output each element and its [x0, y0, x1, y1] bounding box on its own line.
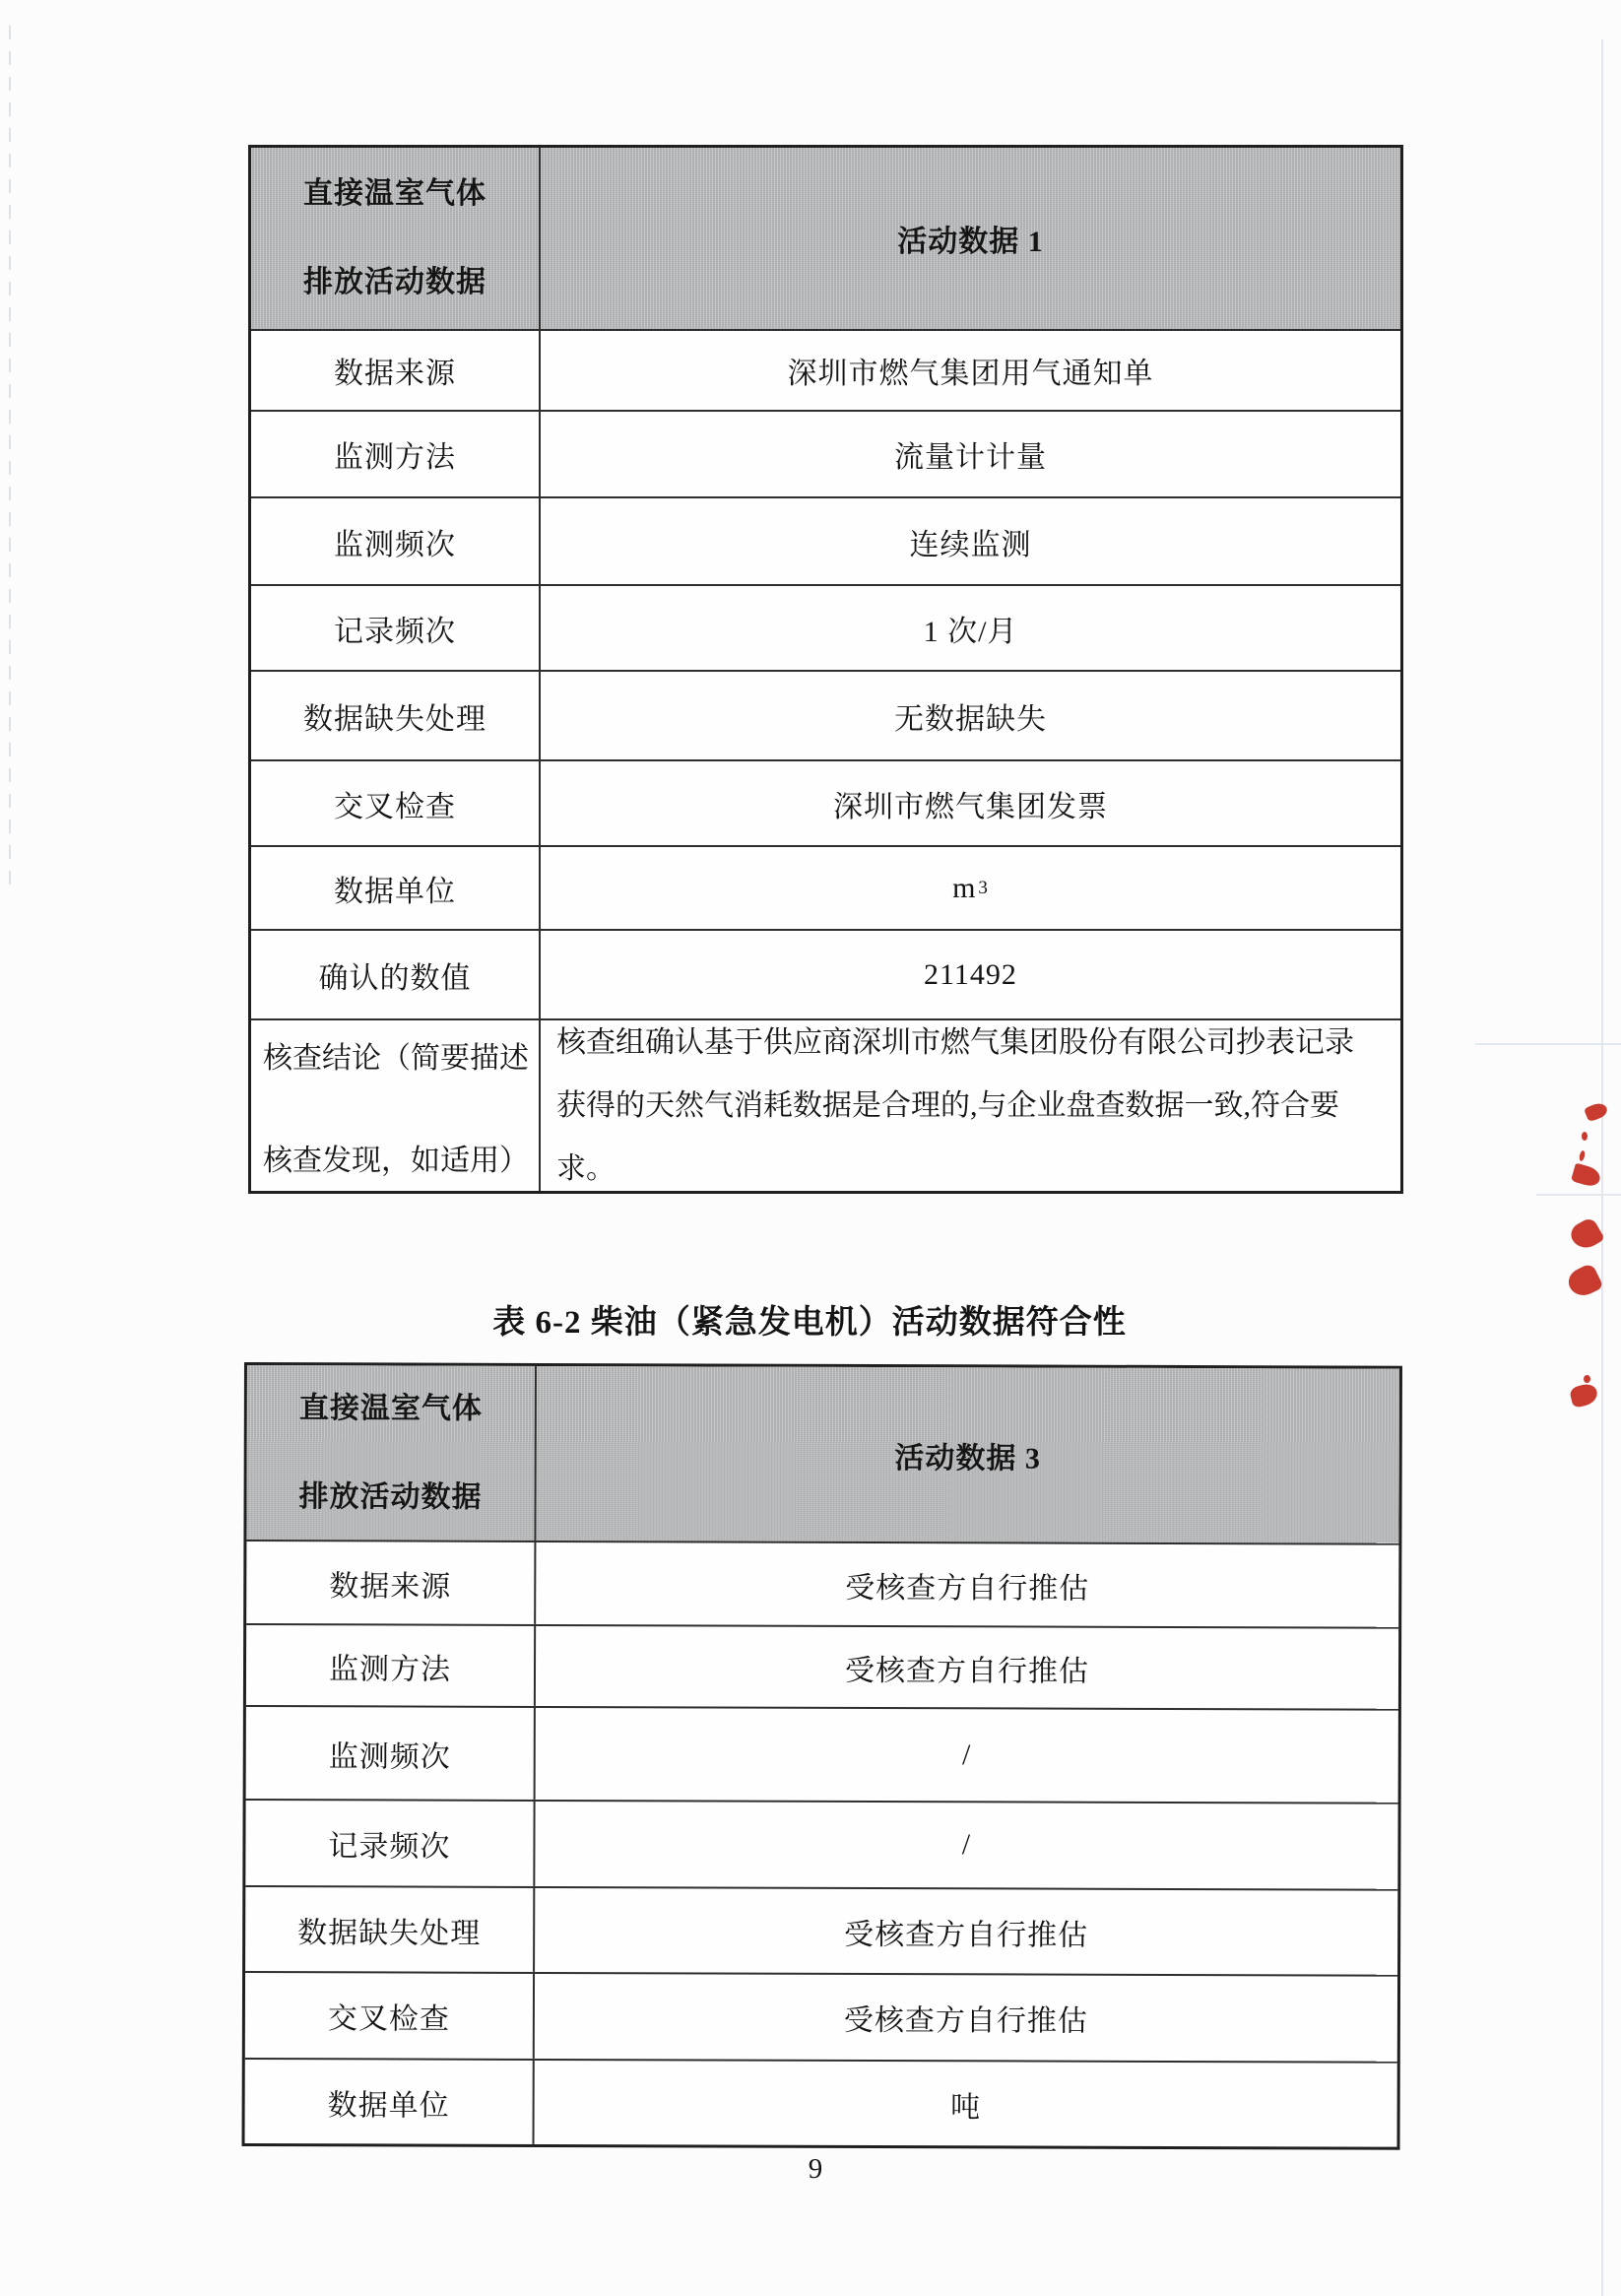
table-row	[251, 670, 1400, 759]
table-row	[245, 1885, 1397, 1975]
header-label-line2: 排放活动数据	[298, 1479, 483, 1514]
table-6-2-title: 表 6-2 柴油（紧急发电机）活动数据符合性	[492, 1305, 1127, 1341]
header-label-cell	[246, 1365, 537, 1541]
table-row	[251, 759, 1400, 845]
row-value-cell: m 3	[952, 871, 989, 904]
conclusion-label-line1: 核查结论（简要描述	[263, 1041, 529, 1075]
row-value-cell: 连续监测	[909, 528, 1032, 561]
table-row	[251, 496, 1400, 584]
row-label-cell: 记录频次	[251, 586, 541, 670]
red-stamp-fragment	[1584, 1375, 1590, 1383]
red-stamp-fragment	[1569, 1382, 1599, 1409]
table-row	[245, 2058, 1397, 2147]
row-label-cell: 交叉检查	[245, 1973, 535, 2059]
conclusion-value-cell: 核查组确认基于供应商深圳市燃气集团股份有限公司抄表记录获得的天然气消耗数据是合理的,与企业盘查数据一致,符合要求。	[556, 1025, 1354, 1185]
row-value-cell: 受核查方自行推估	[844, 1654, 1090, 1688]
row-label-cell: 监测方法	[251, 412, 541, 496]
table-header-row	[246, 1365, 1399, 1543]
row-label-cell: 数据单位	[251, 847, 541, 929]
table-row-conclusion	[251, 1018, 1400, 1191]
row-label-cell: 数据来源	[251, 331, 541, 410]
scan-fold-line	[1475, 1043, 1621, 1045]
table-row	[251, 929, 1400, 1018]
red-stamp-fragment	[1567, 1216, 1605, 1254]
table-row	[251, 329, 1400, 410]
row-value-cell: 流量计计量	[894, 441, 1047, 474]
row-label-cell: 确认的数值	[251, 931, 541, 1018]
activity-data-table-1	[248, 145, 1403, 1194]
row-label-cell: 记录频次	[245, 1801, 535, 1886]
row-value-cell: /	[961, 1828, 972, 1862]
row-value-cell: 受核查方自行推估	[843, 2003, 1088, 2038]
table-row	[246, 1705, 1398, 1803]
row-label-cell: 数据单位	[245, 2060, 535, 2144]
red-stamp-fragment	[1564, 1263, 1603, 1301]
table-row	[245, 1799, 1397, 1889]
header-label-line1: 直接温室气体	[303, 177, 486, 210]
table-row	[251, 845, 1400, 929]
row-value-cell: 211492	[924, 957, 1017, 991]
row-value-cell: 深圳市燃气集团发票	[833, 790, 1108, 823]
row-value-cell: 受核查方自行推估	[845, 1571, 1090, 1606]
table-row	[251, 584, 1400, 670]
header-label-line1: 直接温室气体	[298, 1391, 483, 1425]
row-value-cell: 吨	[950, 2090, 982, 2124]
header-value-cell: 活动数据 1	[897, 226, 1044, 258]
row-label-cell: 监测频次	[251, 498, 541, 584]
table-header-row	[251, 148, 1400, 329]
red-stamp-fragment	[1579, 1150, 1586, 1162]
activity-data-table-2	[241, 1362, 1401, 2150]
row-label-cell: 数据来源	[246, 1542, 536, 1624]
unit-base: m	[952, 871, 977, 904]
table-row	[246, 1540, 1398, 1627]
row-label-cell: 交叉检查	[251, 761, 541, 845]
header-label-line2: 排放活动数据	[303, 266, 486, 298]
row-label-cell: 数据缺失处理	[245, 1887, 535, 1972]
scan-edge-line-left	[9, 18, 11, 885]
page-number: 9	[808, 2153, 823, 2185]
row-value-cell: 受核查方自行推估	[844, 1918, 1089, 1952]
table-row	[246, 1623, 1398, 1709]
row-label-cell: 数据缺失处理	[251, 672, 541, 759]
row-value-cell: 无数据缺失	[894, 702, 1047, 736]
conclusion-label-line2: 核查发现，如适用）	[263, 1144, 529, 1177]
red-stamp-fragment	[1584, 1100, 1609, 1122]
row-value-cell: 1 次/月	[923, 615, 1018, 648]
red-stamp-fragment	[1571, 1163, 1602, 1189]
row-value-cell: /	[962, 1738, 972, 1771]
conclusion-label-cell	[251, 1020, 541, 1191]
scan-fold-line	[1536, 1194, 1621, 1196]
red-stamp-fragment	[1582, 1132, 1588, 1141]
header-label-cell	[251, 148, 541, 329]
scan-edge-line-right	[1601, 39, 1603, 2296]
table-row	[245, 1971, 1397, 2062]
row-label-cell: 监测频次	[246, 1707, 536, 1800]
row-label-cell: 监测方法	[246, 1625, 536, 1706]
table-row	[251, 410, 1400, 496]
header-value-cell: 活动数据 3	[894, 1441, 1041, 1476]
row-value-cell: 深圳市燃气集团用气通知单	[787, 358, 1154, 390]
